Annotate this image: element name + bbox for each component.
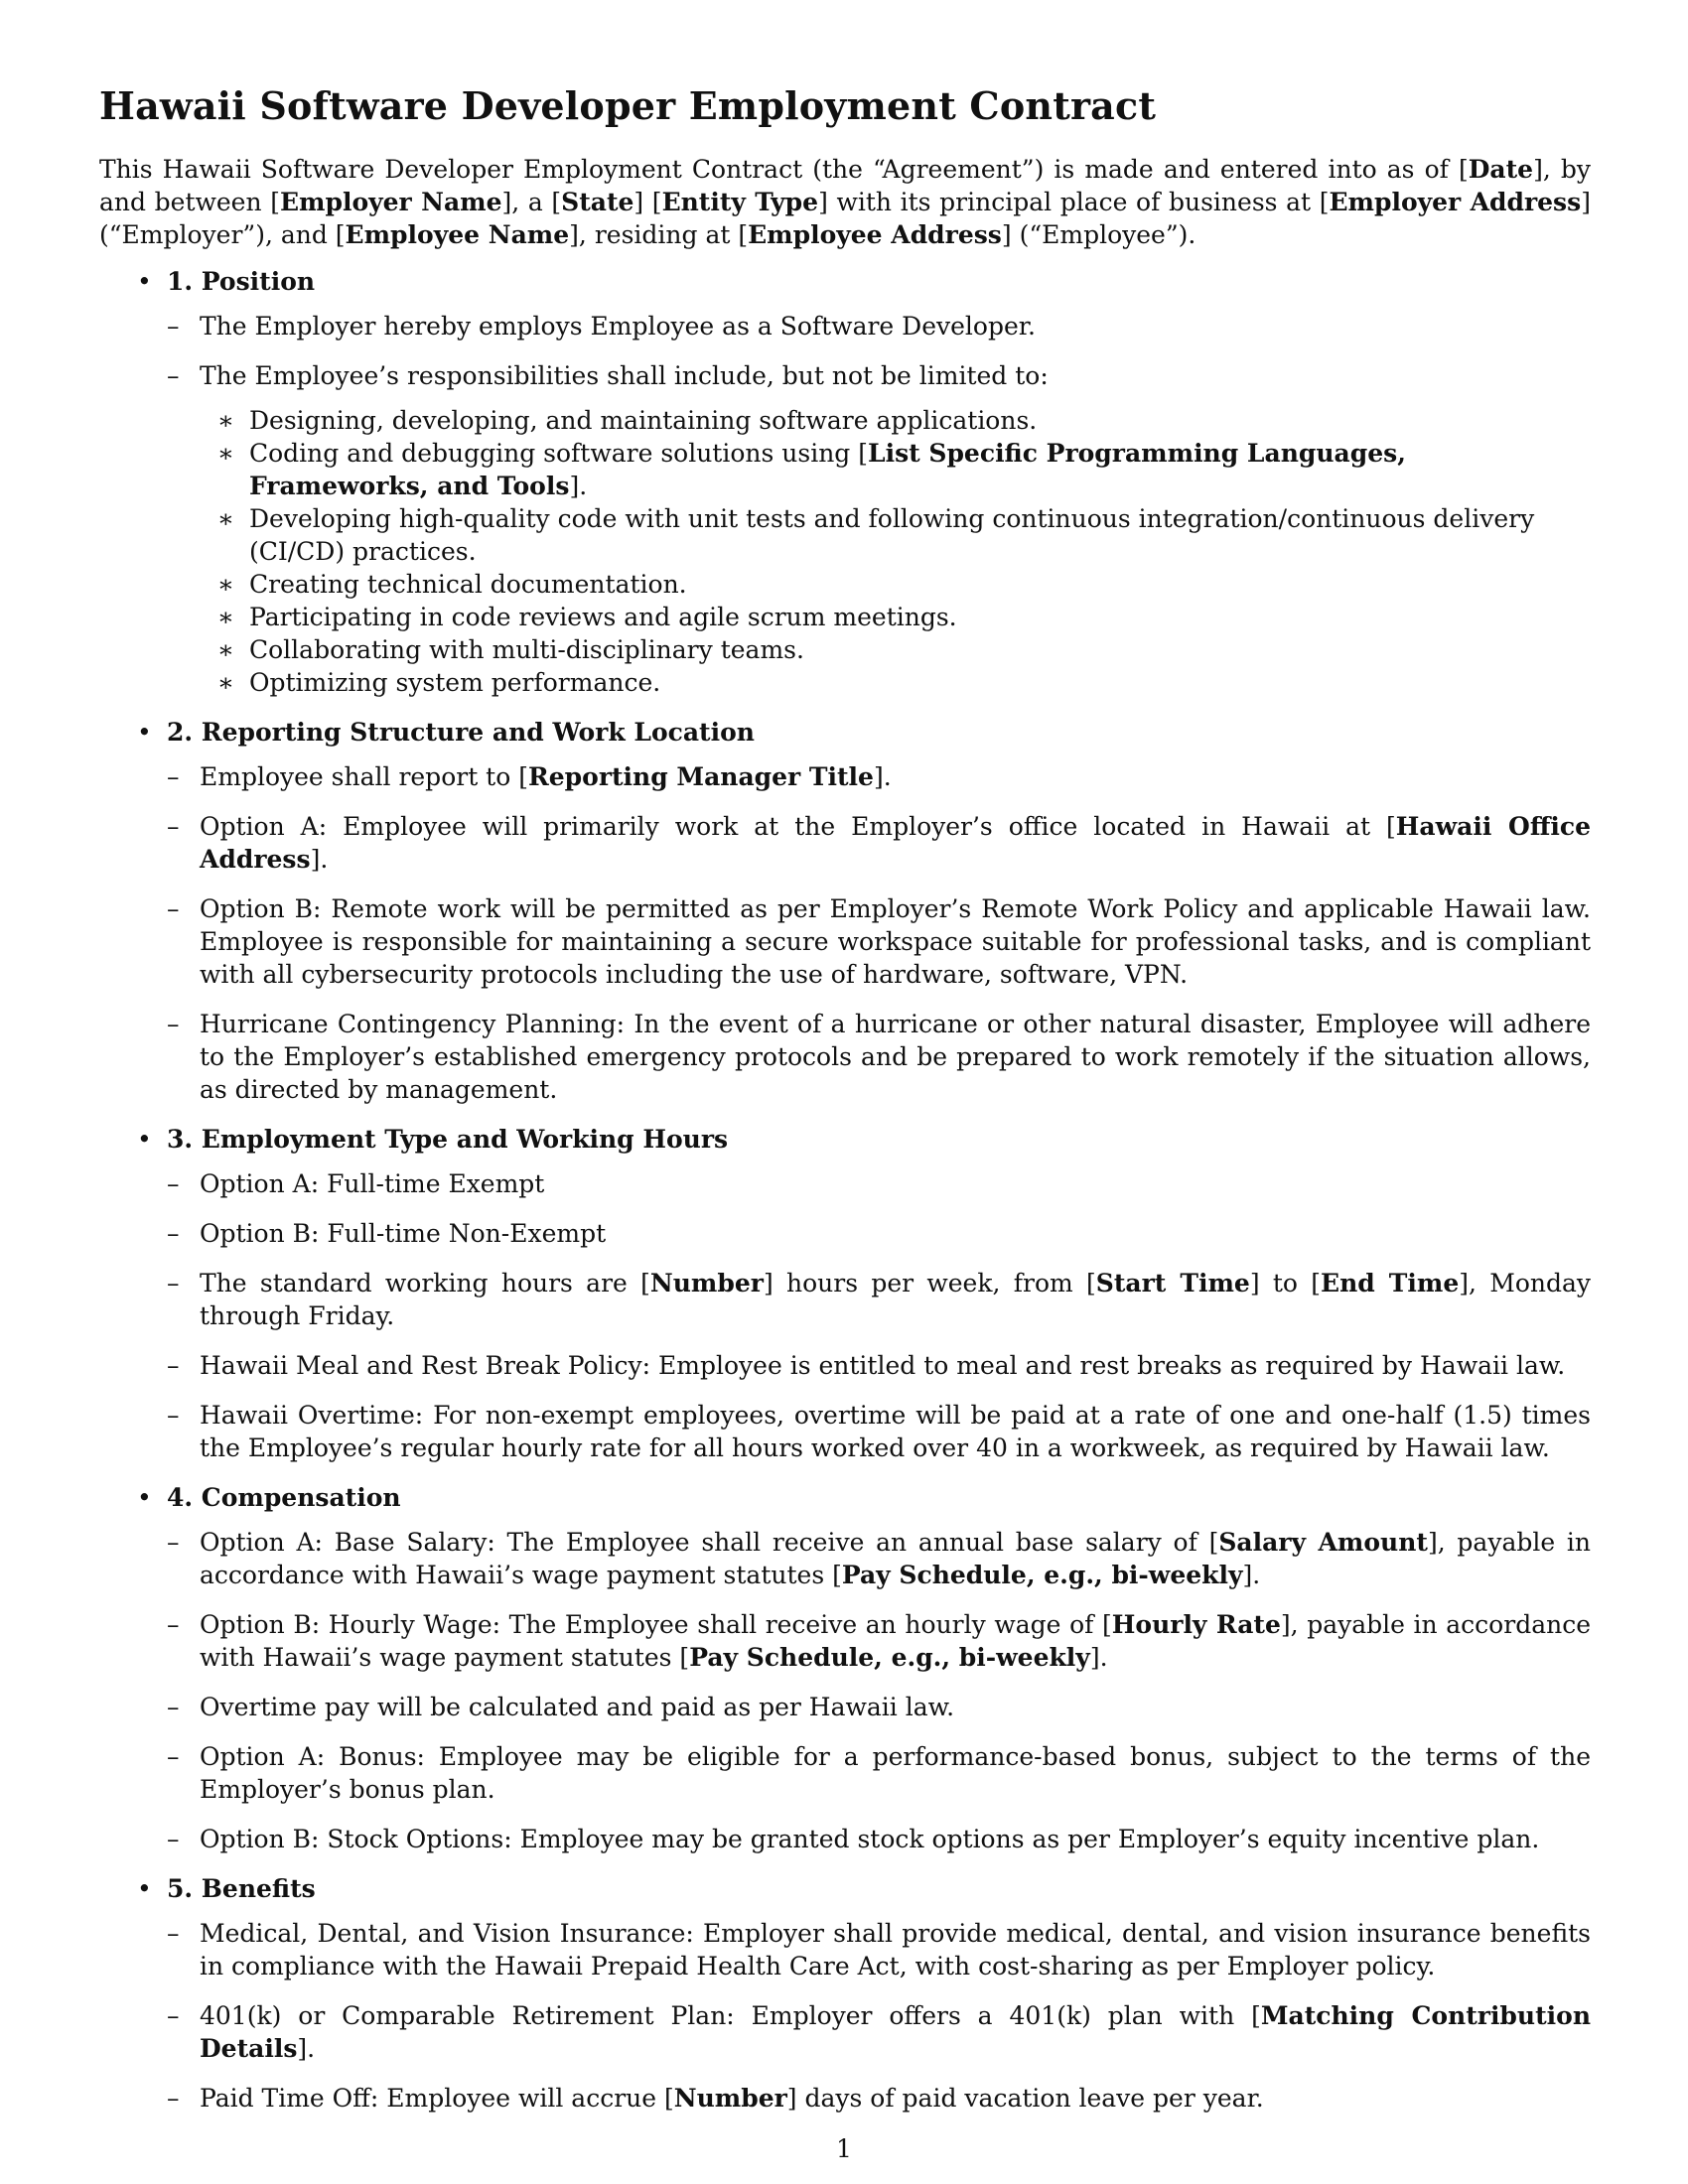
section-item xyxy=(99,1872,1591,2115)
clause-item xyxy=(167,760,1591,793)
asterisk-bullet-icon: ∗ xyxy=(217,504,234,533)
dash-bullet-icon: – xyxy=(167,1528,180,1557)
section-heading: 2. Reporting Structure and Work Location xyxy=(167,718,755,747)
bullet-icon: • xyxy=(137,718,152,747)
clause-text xyxy=(200,812,1591,874)
text-run: ]. xyxy=(310,845,329,874)
clause-text xyxy=(200,1610,1591,1672)
placeholder-field: List Specific Programming Languages, Frameworks, and Tools xyxy=(249,439,1406,500)
text-run: Option A: Employee will primarily work at the Employer’s office located in Hawaii at [ xyxy=(200,812,1396,841)
clause-item xyxy=(167,1349,1591,1382)
bullet-icon: • xyxy=(137,1125,152,1154)
text-run: Hawaii Overtime: For non-exempt employees, overtime will be paid at a rate of one and one-half (1.5) times the Employee’s regular hourly rate for all hours worked over 40 in a workweek, as required by Hawaii law. xyxy=(200,1401,1591,1462)
clause-text xyxy=(200,1528,1591,1589)
document-title: Hawaii Software Developer Employment Contract xyxy=(99,83,1157,128)
section-heading: 1. Position xyxy=(167,267,316,296)
dash-bullet-icon: – xyxy=(167,1919,180,1948)
clause-item xyxy=(167,1917,1591,1982)
clause-text xyxy=(200,1401,1591,1462)
clause-item xyxy=(167,1999,1591,2065)
text-run: ]. xyxy=(1089,1643,1108,1672)
dash-bullet-icon: – xyxy=(167,1269,180,1297)
text-run: Optimizing system performance. xyxy=(249,668,661,697)
text-run: ], Monday through Friday. xyxy=(200,1269,1592,1330)
clause-item xyxy=(167,1267,1591,1332)
clause-text xyxy=(200,894,1591,989)
text-run: Creating technical documentation. xyxy=(249,570,687,599)
clause-text xyxy=(200,1169,544,1198)
clause-text xyxy=(200,2084,1264,2113)
dash-bullet-icon: – xyxy=(167,1169,180,1198)
clause-item xyxy=(167,310,1591,342)
text-run: ] [ xyxy=(633,188,662,216)
placeholder-field: Hourly Rate xyxy=(1111,1610,1281,1639)
responsibility-item xyxy=(200,568,1591,601)
text-run: Option A: Full-time Exempt xyxy=(200,1169,545,1198)
clause-text xyxy=(200,1742,1591,1804)
dash-bullet-icon: – xyxy=(167,2084,180,2113)
section-item xyxy=(99,1123,1591,1464)
dash-bullet-icon: – xyxy=(167,361,180,390)
clause-item xyxy=(167,1740,1591,1806)
clause-item xyxy=(167,1167,1591,1200)
asterisk-bullet-icon: ∗ xyxy=(217,603,234,631)
placeholder-field: Hawaii Office Address xyxy=(200,812,1591,874)
text-run: ] (“Employer”), and [ xyxy=(99,188,1591,249)
clause-item xyxy=(167,359,1591,699)
clause-item xyxy=(167,1217,1591,1250)
placeholder-field: Employer Name xyxy=(279,188,502,216)
intro-paragraph xyxy=(99,153,1591,251)
dash-bullet-icon: – xyxy=(167,1219,180,1248)
clause-item xyxy=(167,1823,1591,1855)
text-run: ]. xyxy=(1242,1561,1261,1589)
asterisk-bullet-icon: ∗ xyxy=(217,439,234,468)
text-run: The Employer hereby employs Employee as a Software Developer. xyxy=(200,312,1036,341)
dash-bullet-icon: – xyxy=(167,1610,180,1639)
clause-item xyxy=(167,1399,1591,1464)
clause-list xyxy=(167,1526,1591,1855)
text-run: ] days of paid vacation leave per year. xyxy=(786,2084,1264,2113)
placeholder-field: Number xyxy=(649,1269,764,1297)
dash-bullet-icon: – xyxy=(167,1401,180,1430)
text-run: Participating in code reviews and agile scrum meetings. xyxy=(249,603,957,631)
clause-text xyxy=(200,1010,1591,1104)
clause-item xyxy=(167,1608,1591,1674)
placeholder-field: State xyxy=(561,188,634,216)
responsibility-item xyxy=(200,633,1591,666)
text-run: ] (“Employee”). xyxy=(1001,220,1196,249)
responsibility-item xyxy=(200,666,1591,699)
responsibility-item xyxy=(200,601,1591,633)
responsibility-list xyxy=(200,404,1591,699)
clause-text xyxy=(200,762,892,791)
text-run: ], payable in accordance with Hawaii’s wage payment statutes [ xyxy=(200,1610,1591,1672)
text-run: Developing high-quality code with unit tests and following continuous integration/continuous delivery (CI/CD) practices. xyxy=(249,504,1535,566)
text-run: ]. xyxy=(873,762,892,791)
text-run: Option B: Full-time Non-Exempt xyxy=(200,1219,607,1248)
dash-bullet-icon: – xyxy=(167,1010,180,1038)
text-run: Designing, developing, and maintaining software applications. xyxy=(249,406,1038,435)
document-body xyxy=(99,83,1591,2131)
dash-bullet-icon: – xyxy=(167,894,180,923)
responsibility-item xyxy=(200,437,1591,502)
bullet-icon: • xyxy=(137,1874,152,1903)
clause-item xyxy=(167,2082,1591,2115)
clause-item xyxy=(167,1008,1591,1106)
text-run: ] to [ xyxy=(1249,1269,1322,1297)
bullet-icon: • xyxy=(137,1483,152,1512)
text-run: This Hawaii Software Developer Employment Contract (the “Agreement”) is made and entered into as of [ xyxy=(99,155,1469,184)
placeholder-field: Date xyxy=(1468,155,1534,184)
asterisk-bullet-icon: ∗ xyxy=(217,635,234,664)
text-run: ]. xyxy=(297,2034,316,2063)
text-run: The Employee’s responsibilities shall include, but not be limited to: xyxy=(200,361,1049,390)
placeholder-field: Employee Name xyxy=(345,220,570,249)
placeholder-field: Reporting Manager Title xyxy=(527,762,874,791)
clause-text xyxy=(200,1351,1565,1380)
dash-bullet-icon: – xyxy=(167,312,180,341)
text-run: Hurricane Contingency Planning: In the event of a hurricane or other natural disaster, Employee will adhere to the Employer’s established emergency protocols and be prepared to work remotely if the situation allows, as directed by management. xyxy=(200,1010,1591,1104)
clause-text xyxy=(200,1219,606,1248)
text-run: Coding and debugging software solutions using [ xyxy=(249,439,868,468)
text-run: Hawaii Meal and Rest Break Policy: Employee is entitled to meal and rest breaks as required by Hawaii law. xyxy=(200,1351,1566,1380)
responsibility-item xyxy=(200,404,1591,437)
section-heading: 4. Compensation xyxy=(167,1483,401,1512)
section-heading: 3. Employment Type and Working Hours xyxy=(167,1125,729,1154)
dash-bullet-icon: – xyxy=(167,762,180,791)
text-run: ], by and between [ xyxy=(99,155,1591,216)
text-run: ] with its principal place of business at [ xyxy=(818,188,1330,216)
sections-list xyxy=(99,265,1591,2115)
clause-item xyxy=(167,1526,1591,1591)
dash-bullet-icon: – xyxy=(167,812,180,841)
text-run: Employee shall report to [ xyxy=(200,762,528,791)
clause-list xyxy=(167,1167,1591,1464)
clause-list xyxy=(167,760,1591,1106)
placeholder-field: Matching Contribution Details xyxy=(200,2001,1591,2063)
text-run: Option A: Bonus: Employee may be eligible for a performance-based bonus, subject to the terms of the Employer’s bonus plan. xyxy=(200,1742,1591,1804)
clause-item xyxy=(167,810,1591,876)
text-run: 401(k) or Comparable Retirement Plan: Employer offers a 401(k) plan with [ xyxy=(200,2001,1261,2030)
clause-text xyxy=(200,2001,1591,2063)
page-number: 1 xyxy=(836,2134,852,2163)
bullet-icon: • xyxy=(137,267,152,296)
clause-text xyxy=(200,1269,1591,1330)
clause-text xyxy=(200,1693,954,1721)
clause-item xyxy=(167,1691,1591,1723)
clause-text xyxy=(200,1919,1591,1980)
text-run: Option A: Base Salary: The Employee shall receive an annual base salary of [ xyxy=(200,1528,1219,1557)
placeholder-field: Pay Schedule, e.g., bi-weekly xyxy=(689,1643,1090,1672)
text-run: Option B: Stock Options: Employee may be granted stock options as per Employer’s equity incentive plan. xyxy=(200,1825,1540,1853)
asterisk-bullet-icon: ∗ xyxy=(217,570,234,599)
clause-list xyxy=(167,1917,1591,2115)
text-run: Medical, Dental, and Vision Insurance: Employer shall provide medical, dental, and vision insurance benefits in compliance with the Hawaii Prepaid Health Care Act, with cost-sharing as per Employer policy. xyxy=(200,1919,1591,1980)
placeholder-field: Start Time xyxy=(1095,1269,1250,1297)
text-run: ], payable in accordance with Hawaii’s wage payment statutes [ xyxy=(200,1528,1591,1589)
text-run: Option B: Hourly Wage: The Employee shall receive an hourly wage of [ xyxy=(200,1610,1112,1639)
text-run: ]. xyxy=(569,472,588,500)
clause-text xyxy=(200,312,1036,341)
text-run: ] hours per week, from [ xyxy=(763,1269,1096,1297)
placeholder-field: Number xyxy=(673,2084,787,2113)
placeholder-field: Employer Address xyxy=(1329,188,1582,216)
clause-item xyxy=(167,892,1591,991)
dash-bullet-icon: – xyxy=(167,1825,180,1853)
placeholder-field: Pay Schedule, e.g., bi-weekly xyxy=(841,1561,1243,1589)
dash-bullet-icon: – xyxy=(167,1351,180,1380)
section-item xyxy=(99,1481,1591,1855)
text-run: The standard working hours are [ xyxy=(200,1269,650,1297)
text-run: ], residing at [ xyxy=(569,220,749,249)
clause-text xyxy=(200,1825,1539,1853)
asterisk-bullet-icon: ∗ xyxy=(217,406,234,435)
asterisk-bullet-icon: ∗ xyxy=(217,668,234,697)
text-run: Overtime pay will be calculated and paid as per Hawaii law. xyxy=(200,1693,955,1721)
placeholder-field: End Time xyxy=(1321,1269,1460,1297)
section-heading: 5. Benefits xyxy=(167,1874,316,1903)
responsibility-item xyxy=(200,502,1591,568)
clause-text xyxy=(200,361,1049,390)
placeholder-field: Employee Address xyxy=(748,220,1002,249)
text-run: ], a [ xyxy=(501,188,562,216)
section-item xyxy=(99,716,1591,1106)
dash-bullet-icon: – xyxy=(167,1693,180,1721)
dash-bullet-icon: – xyxy=(167,2001,180,2030)
clause-list xyxy=(167,310,1591,699)
placeholder-field: Salary Amount xyxy=(1218,1528,1428,1557)
placeholder-field: Entity Type xyxy=(661,188,819,216)
dash-bullet-icon: – xyxy=(167,1742,180,1771)
text-run: Option B: Remote work will be permitted as per Employer’s Remote Work Policy and applicable Hawaii law. Employee is responsible for maintaining a secure workspace suitable for professional tasks, and is compliant with all cybersecurity protocols including the use of hardware, software, VPN. xyxy=(200,894,1591,989)
section-item xyxy=(99,265,1591,699)
text-run: Collaborating with multi-disciplinary teams. xyxy=(249,635,804,664)
text-run: Paid Time Off: Employee will accrue [ xyxy=(200,2084,674,2113)
